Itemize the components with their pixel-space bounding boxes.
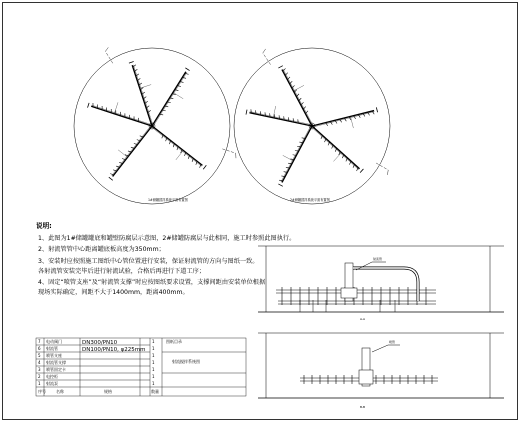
arm-end-cap xyxy=(278,66,282,68)
tank-plan-left xyxy=(74,47,236,204)
nozzle xyxy=(297,146,301,147)
nozzle xyxy=(134,69,137,71)
elevation-b xyxy=(258,333,504,398)
arm-end-cap xyxy=(129,62,134,64)
arm-end-cap xyxy=(246,110,247,115)
table-spec-6: DN100/PN10, φ225mm xyxy=(82,347,146,353)
nozzle xyxy=(354,116,356,119)
table-qty-1: 1 xyxy=(152,381,155,386)
table-qty-3: 1 xyxy=(152,367,155,372)
jet-pipe-arm-edge xyxy=(92,105,153,125)
nozzle xyxy=(177,86,181,87)
jet-pipe-arm xyxy=(249,113,312,126)
jet-pipe-arm xyxy=(312,111,374,126)
note-line-5: 4、固定“喷管支座”及“射流管支撑”时应按图纸要求设置，支撑间距由安装单位根据 xyxy=(38,279,266,286)
arm-end-cap xyxy=(185,68,189,71)
jet-pipe-arm xyxy=(152,126,202,165)
nozzle xyxy=(368,112,370,115)
arm-end-cap xyxy=(376,107,377,112)
table-no-4: 4 xyxy=(38,360,41,365)
table-name-2: 电控柜 xyxy=(46,374,58,379)
table-side-bottom: 射流搅拌系统图 xyxy=(172,359,200,364)
jet-pipe-arm-edge xyxy=(133,65,153,126)
section-cut-line xyxy=(105,51,112,63)
jet-pipe-arm-edge xyxy=(153,72,187,126)
nozzle xyxy=(372,111,374,114)
table-name-5: 喷管支座 xyxy=(46,353,62,358)
nozzle xyxy=(165,106,169,107)
nozzle xyxy=(175,90,179,91)
nozzle xyxy=(136,74,139,76)
jet-pipe-arm xyxy=(113,126,152,176)
notes-heading: 说明: xyxy=(36,222,52,230)
nozzle xyxy=(162,110,166,111)
section-cut-mark xyxy=(387,170,388,175)
nozzle xyxy=(286,167,290,168)
leader-line xyxy=(176,150,183,159)
nozzle xyxy=(167,102,171,103)
table-qty-2: 1 xyxy=(152,374,155,379)
elevation-b-callout: 喷管 xyxy=(389,340,396,344)
nozzle xyxy=(295,151,299,152)
jet-pipe-arm-edge xyxy=(112,125,151,175)
jet-pipe-arm-edge xyxy=(283,69,313,125)
leader-line xyxy=(173,92,183,98)
table-no-2: 2 xyxy=(38,374,41,379)
nozzle xyxy=(293,155,297,156)
jet-pipe-arm xyxy=(91,106,152,126)
jet-pipe-arm xyxy=(152,72,186,126)
elevation-a xyxy=(258,246,504,312)
table-header-name: 名称 xyxy=(56,389,64,394)
table-no-6: 6 xyxy=(38,346,41,351)
nozzle xyxy=(326,123,328,126)
drawing-frame xyxy=(3,3,518,420)
arm-end-cap xyxy=(109,177,113,180)
nozzle xyxy=(139,83,142,85)
section-cut-line xyxy=(263,53,271,65)
table-spec-7: DN300/PN10 xyxy=(82,340,118,346)
elevation-a-callout: 射流管 xyxy=(373,257,383,261)
table-header-qty: 数量 xyxy=(151,389,159,394)
jet-pipe-arm-edge xyxy=(151,127,201,166)
jet-pipe-arm-edge xyxy=(312,112,374,127)
leader-line xyxy=(293,85,304,91)
jet-pipe-arm xyxy=(312,126,360,169)
note-line-4: 各射流管安装完毕后进行射流试验，合格后再进行下道工序； xyxy=(38,268,206,275)
table-qty-7: 1 xyxy=(152,339,155,344)
nozzle xyxy=(363,113,365,116)
tank-plan-right xyxy=(234,48,390,204)
leader-line xyxy=(283,155,294,161)
leader-line xyxy=(350,116,353,128)
table-no-3: 3 xyxy=(38,367,41,372)
section-cut-line xyxy=(222,149,235,153)
jet-pipe-arm-edge xyxy=(281,125,311,181)
nozzle xyxy=(281,176,285,177)
notes-block xyxy=(36,221,295,296)
nozzle xyxy=(299,142,303,143)
section-cut-line xyxy=(376,163,388,170)
tank-right-caption: 2#储罐搅拌系统平面布置图 xyxy=(290,198,330,202)
nozzle xyxy=(288,163,292,164)
table-qty-6: 1 xyxy=(152,346,155,351)
jet-pipe-arm xyxy=(132,65,152,126)
leader-line xyxy=(114,102,118,113)
arm-end-cap xyxy=(278,184,282,186)
nozzle xyxy=(302,138,306,139)
arm-end-cap xyxy=(203,165,206,169)
table-no-7: 7 xyxy=(38,339,41,344)
nozzle xyxy=(170,98,174,99)
nozzle xyxy=(284,172,288,173)
nozzle xyxy=(137,78,140,80)
nozzle xyxy=(330,121,332,124)
jet-pipe-arm-edge xyxy=(250,112,313,125)
nozzle xyxy=(358,114,360,117)
nozzle xyxy=(145,101,148,103)
nozzle xyxy=(146,106,149,108)
section-cut-mark xyxy=(105,47,108,51)
note-line-1: 1、此图为1#储罐罐底和罐壁防腐层示意图，2#储罐防腐层与此相同，施工时参照此图执行。 xyxy=(38,235,296,242)
table-name-6: 射流管 xyxy=(46,346,58,351)
nozzle xyxy=(180,82,184,83)
table-header-no: 序号 xyxy=(38,389,46,394)
jet-pipe-arm xyxy=(282,126,312,182)
table-header-spec: 规格 xyxy=(104,389,112,394)
nozzle xyxy=(185,73,189,74)
nozzle xyxy=(344,118,346,121)
table-no-5: 5 xyxy=(38,353,41,358)
note-line-6: 现场实际确定，间距不大于1400mm，距离400mm。 xyxy=(38,289,189,296)
table-name-7: 电动阀门 xyxy=(46,339,62,344)
nozzle xyxy=(182,77,186,78)
arm-end-cap xyxy=(88,103,90,108)
table-name-3: 喷管固定卡 xyxy=(46,367,66,372)
elevation-b-label: B-B xyxy=(360,405,366,409)
arm-end-cap xyxy=(360,169,363,173)
table-name-4: 射流管支撑 xyxy=(46,360,66,365)
leader-line xyxy=(333,153,341,162)
note-line-2: 2、射流管管中心距离罐底板高度为350mm； xyxy=(38,246,165,253)
table-no-1: 1 xyxy=(38,381,41,386)
table-qty-5: 1 xyxy=(152,353,155,358)
nozzle xyxy=(335,120,337,123)
table-side-top: 图纸目录 xyxy=(166,339,182,344)
nozzle xyxy=(340,119,342,122)
nozzle xyxy=(159,114,163,115)
jet-pipe-arm-edge xyxy=(311,127,359,170)
nozzle xyxy=(148,110,151,112)
nozzle xyxy=(279,180,283,181)
note-line-3: 3、安装时应按照施工图纸中心管位置进行安装，保证射流管的方向与图纸一致。 xyxy=(38,258,259,265)
nozzle xyxy=(133,65,136,67)
elevation-a-label: A-A xyxy=(360,317,366,321)
section-cut-mark xyxy=(263,49,266,53)
jet-pipe-arm xyxy=(282,70,312,126)
leader-line xyxy=(140,85,151,89)
table-name-1: 射流泵 xyxy=(46,381,58,386)
tank-left-caption: 1#储罐搅拌系统平面布置图 xyxy=(148,198,188,202)
table-qty-4: 1 xyxy=(152,360,155,365)
nozzle xyxy=(290,159,294,160)
nozzle xyxy=(142,92,145,94)
nozzle xyxy=(143,97,146,99)
leader-line xyxy=(118,150,127,157)
